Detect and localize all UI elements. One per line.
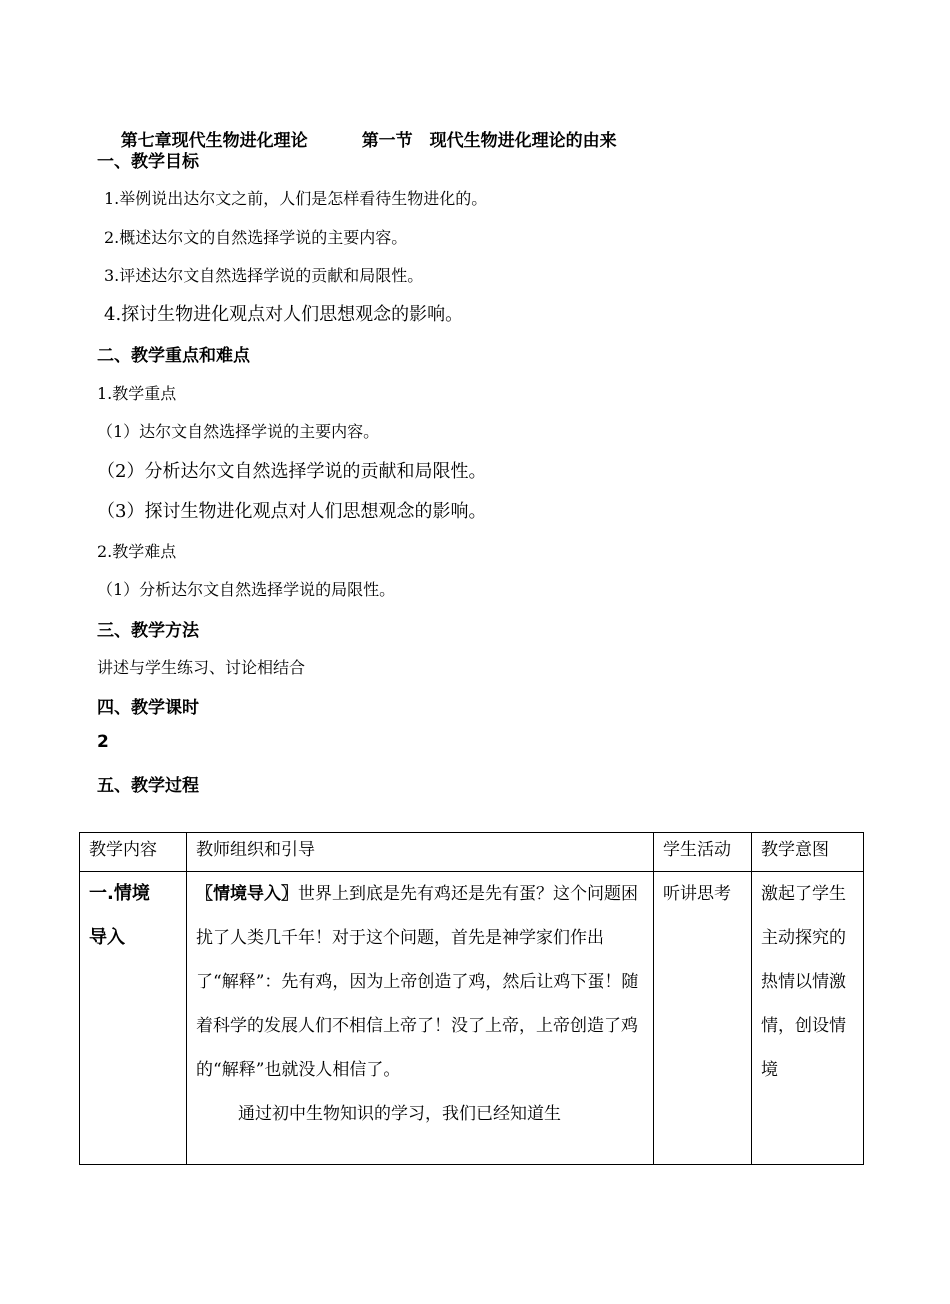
header-teacher: 教师组织和引导: [187, 833, 654, 872]
goal-item: 2.概述达尔文的自然选择学说的主要内容。: [104, 228, 408, 247]
key-point-item: （1）达尔文自然选择学说的主要内容。: [97, 422, 380, 441]
header-intent: 教学意图: [752, 833, 864, 872]
difficulty-item: （1）分析达尔文自然选择学说的局限性。: [97, 580, 396, 599]
goal-item: 1.举例说出达尔文之前，人们是怎样看待生物进化的。: [104, 189, 488, 208]
section-heading-hours: 四、教学课时: [97, 698, 199, 718]
goal-item: 4.探讨生物进化观点对人们思想观念的影响。: [104, 304, 464, 325]
key-point-item: （2）分析达尔文自然选择学说的贡献和局限性。: [97, 461, 487, 482]
chapter-name: 第七章现代生物进化理论: [120, 131, 308, 151]
table-header-row: [80, 833, 864, 872]
difficulty-label: 2.教学难点: [97, 542, 177, 561]
teacher-paragraph-2: 通过初中生物知识的学习，我们已经知道生: [238, 1104, 561, 1124]
teaching-process-table: [79, 832, 864, 1165]
content-line: 一.情境: [89, 883, 150, 904]
header-content: 教学内容: [80, 833, 187, 872]
cell-teacher: [187, 872, 654, 1165]
cell-content: [80, 872, 187, 1165]
method-text: 讲述与学生练习、讨论相结合: [97, 658, 306, 677]
key-points-label: 1.教学重点: [97, 384, 177, 403]
cell-intent: 激起了学生主动探究的热情以情激情，创设情境: [752, 872, 864, 1165]
table-row: [80, 872, 864, 1165]
hours-value: 2: [97, 732, 109, 752]
header-student: 学生活动: [654, 833, 752, 872]
section-heading-method: 三、教学方法: [97, 621, 199, 641]
section-heading-process: 五、教学过程: [97, 776, 199, 796]
goal-item: 3.评述达尔文自然选择学说的贡献和局限性。: [104, 266, 424, 285]
section-heading-goals: 一、教学目标: [97, 152, 199, 172]
teacher-text: 世界上到底是先有鸡还是先有蛋？这个问题困扰了人类几千年！对于这个问题，首先是神学家们作出了“解释”：先有鸡，因为上帝创造了鸡，然后让鸡下蛋！随着科学的发展人们不相信上帝了！没了上帝，上帝创造了鸡的“解释”也就没人相信了。: [196, 884, 639, 1080]
key-point-item: （3）探讨生物进化观点对人们思想观念的影响。: [97, 501, 487, 522]
cell-student: 听讲思考: [654, 872, 752, 1165]
section-name: 第一节 现代生物进化理论的由来: [361, 131, 617, 151]
teacher-paragraph: [196, 872, 644, 1092]
content-line: 导入: [89, 927, 125, 948]
teacher-tag: 〖情境导入〗: [196, 884, 298, 904]
section-heading-key-points: 二、教学重点和难点: [97, 346, 250, 366]
